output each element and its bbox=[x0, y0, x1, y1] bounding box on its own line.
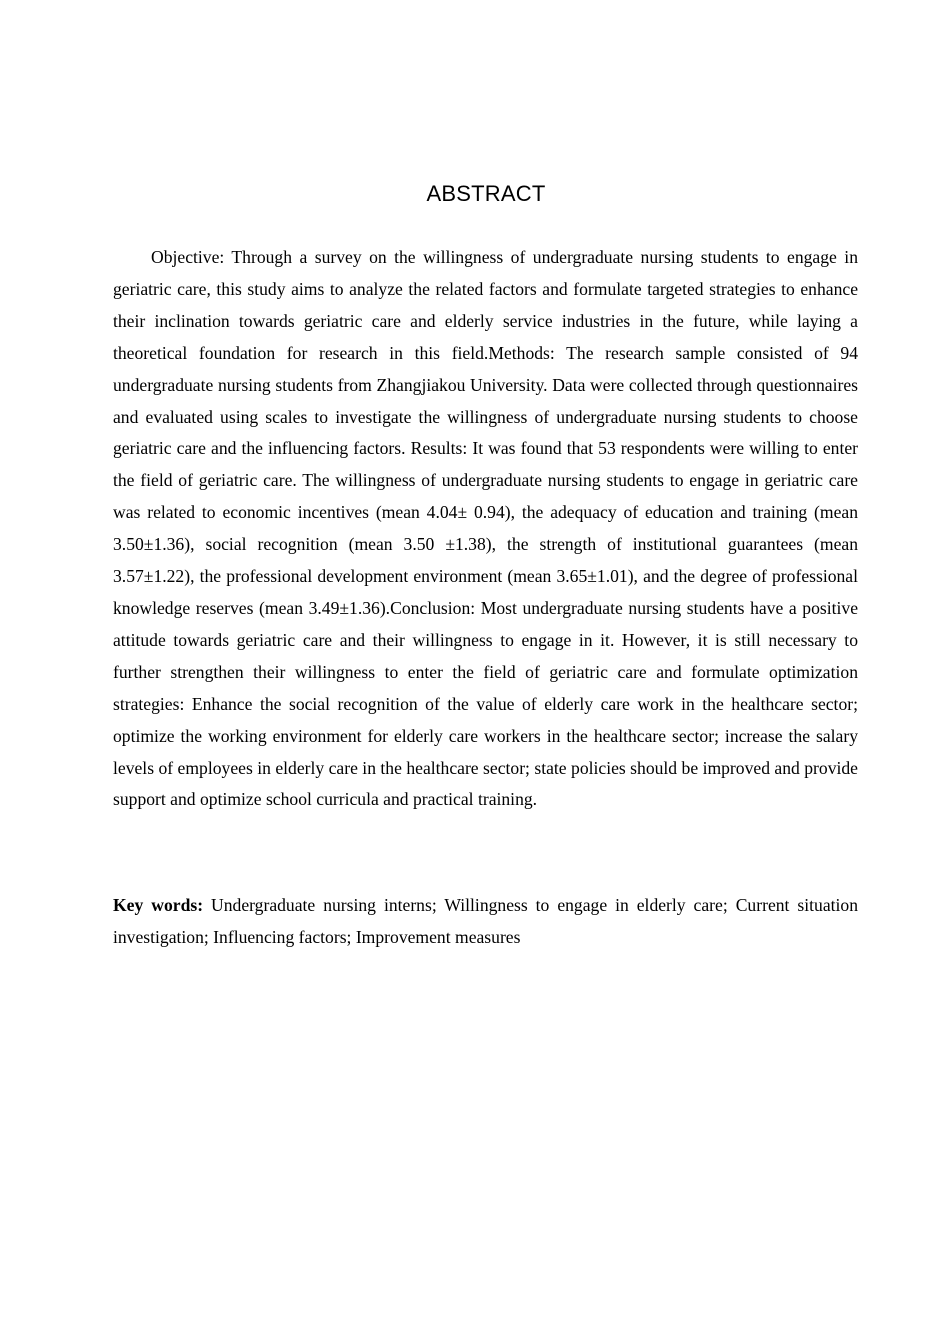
page-title: ABSTRACT bbox=[426, 181, 546, 206]
keywords-label: Key words: bbox=[113, 895, 204, 915]
keywords-list: Undergraduate nursing interns; Willingness to engage in elderly care; Current situation investigation; Influencing factors; Improvement measures bbox=[113, 895, 858, 947]
abstract-paragraph: Objective: Through a survey on the willingness of undergraduate nursing students to engage in geriatric care, this study aims to analyze the related factors and formulate targeted strategies to enhance their inclination towards geriatric care and elderly service industries in the future, while laying a theoretical foundation for research in this field.Methods: The research sample consisted of 94 undergraduate nursing students from Zhangjiakou University. Data were collected through questionnaires and evaluated using scales to investigate the willingness of undergraduate nursing students to choose geriatric care and the influencing factors. Results: It was found that 53 respondents were willing to enter the field of geriatric care. The willingness of undergraduate nursing students to engage in geriatric care was related to economic incentives (mean 4.04± 0.94), the adequacy of education and training (mean 3.50±1.36), social recognition (mean 3.50 ±1.38), the strength of institutional guarantees (mean 3.57±1.22), the professional development environment (mean 3.65±1.01), and the degree of professional knowledge reserves (mean 3.49±1.36).Conclusion: Most undergraduate nursing students have a positive attitude towards geriatric care and their willingness to engage in it. However, it is still necessary to further strengthen their willingness to enter the field of geriatric care and formulate optimization strategies: Enhance the social recognition of the value of elderly care work in the healthcare sector; optimize the working environment for elderly care workers in the healthcare sector; increase the salary levels of employees in elderly care in the healthcare sector; state policies should be improved and provide support and optimize school curricula and practical training. bbox=[113, 247, 858, 810]
keywords-paragraph bbox=[113, 890, 858, 954]
